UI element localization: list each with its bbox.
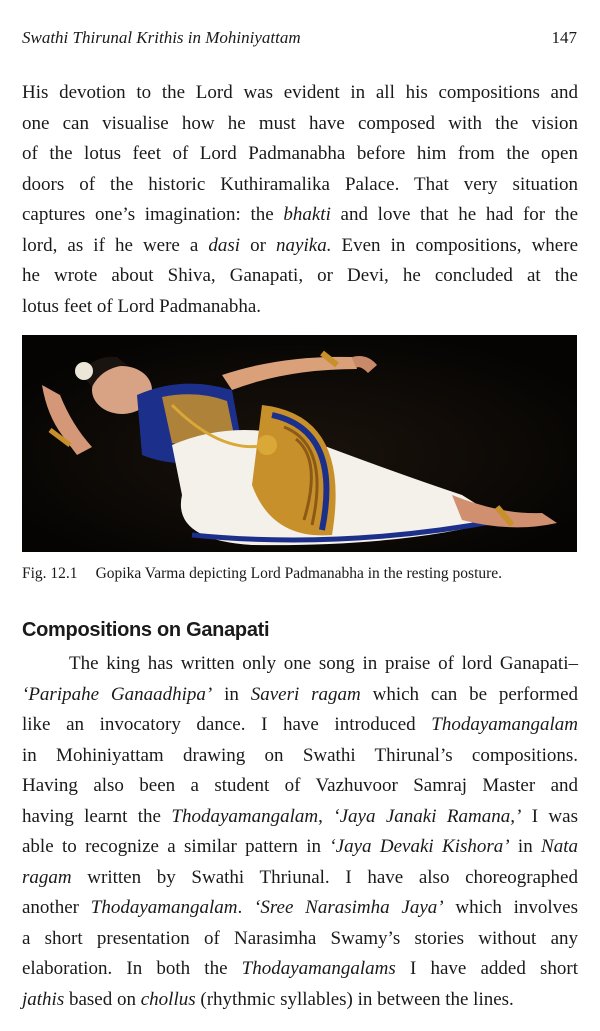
figure-caption-number: Fig. 12.1	[22, 565, 78, 582]
text-line: one can visualise how he must have composed with the vision	[22, 112, 578, 134]
text-line: another Thodayamangalam. ‘Sree Narasimha Jaya’ which involves	[22, 897, 578, 918]
section-heading: Compositions on Ganapati	[22, 619, 270, 641]
italic-term: chollus	[140, 988, 196, 1010]
figure-photo	[22, 335, 577, 552]
text-line: elaboration. In both the Thodayamangalams I have added short	[22, 958, 578, 979]
text-line: ‘Paripahe Ganaadhipa’ in Saveri ragam which can be performed	[22, 683, 579, 705]
text-line: a short presentation of Narasimha Swamy’s stories without any	[22, 927, 578, 949]
text-line: lord, as if he were a dasi or nayika. Even in compositions, where	[22, 234, 578, 256]
italic-term: ‘Jaya Janaki Ramana,’	[333, 805, 522, 827]
text-line: ragam written by Swathi Thriunal. I have also choreographed	[22, 866, 578, 888]
text-line: of the lotus feet of Lord Padmanabha before him from the open	[22, 143, 578, 164]
text-line: he wrote about Shiva, Ganapati, or Devi, he concluded at the	[22, 265, 578, 286]
text-line: jathis based on chollus (rhythmic syllables) in between the lines.	[22, 988, 514, 1010]
italic-term: ragam	[22, 866, 72, 888]
italic-term: ‘Sree Narasimha Jaya’	[254, 897, 444, 918]
text-line: able to recognize a similar pattern in ‘Jaya Devaki Kishora’ in Nata	[22, 836, 578, 857]
italic-term: Thodayamangalam	[171, 805, 319, 827]
italic-term: Nata	[541, 836, 578, 857]
text-line: having learnt the Thodayamangalam, ‘Jaya Janaki Ramana,’ I was	[22, 805, 578, 827]
dancer-photo	[22, 335, 577, 552]
italic-term: Thodayamangalam	[90, 897, 238, 918]
running-head	[22, 28, 577, 48]
text-line: His devotion to the Lord was evident in all his compositions and	[22, 82, 578, 103]
text-line: like an invocatory dance. I have introduced Thodayamangalam	[22, 714, 578, 735]
italic-term: dasi	[208, 234, 241, 256]
italic-term: ‘Paripahe Ganaadhipa’	[22, 683, 213, 705]
italic-term: ‘Jaya Devaki Kishora’	[329, 836, 510, 857]
figure-caption-text: Gopika Varma depicting Lord Padmanabha in the resting posture.	[95, 565, 503, 582]
page-number: 147	[551, 28, 577, 47]
italic-term: jathis	[22, 988, 65, 1010]
running-head-title: Swathi Thirunal Krithis in Mohiniyattam	[22, 28, 301, 47]
text-line: in Mohiniyattam drawing on Swathi Thirunal’s compositions.	[22, 744, 578, 766]
figure-caption	[22, 565, 578, 583]
paragraph-ganapati	[22, 649, 578, 1015]
italic-term: nayika.	[276, 234, 332, 256]
text-line: captures one’s imagination: the bhakti and love that he had for the	[22, 204, 578, 225]
paragraph-devotion	[22, 78, 578, 322]
italic-term: Saveri ragam	[250, 683, 361, 705]
text-line: lotus feet of Lord Padmanabha.	[22, 295, 262, 317]
text-line: Having also been a student of Vazhuvoor Samraj Master and	[22, 775, 578, 796]
text-line: The king has written only one song in praise of lord Ganapati–	[69, 653, 578, 674]
italic-term: Thodayamangalam	[431, 714, 578, 735]
italic-term: Thodayamangalams	[241, 958, 396, 979]
text-line: doors of the historic Kuthiramalika Palace. That very situation	[22, 173, 578, 195]
italic-term: bhakti	[283, 204, 331, 225]
